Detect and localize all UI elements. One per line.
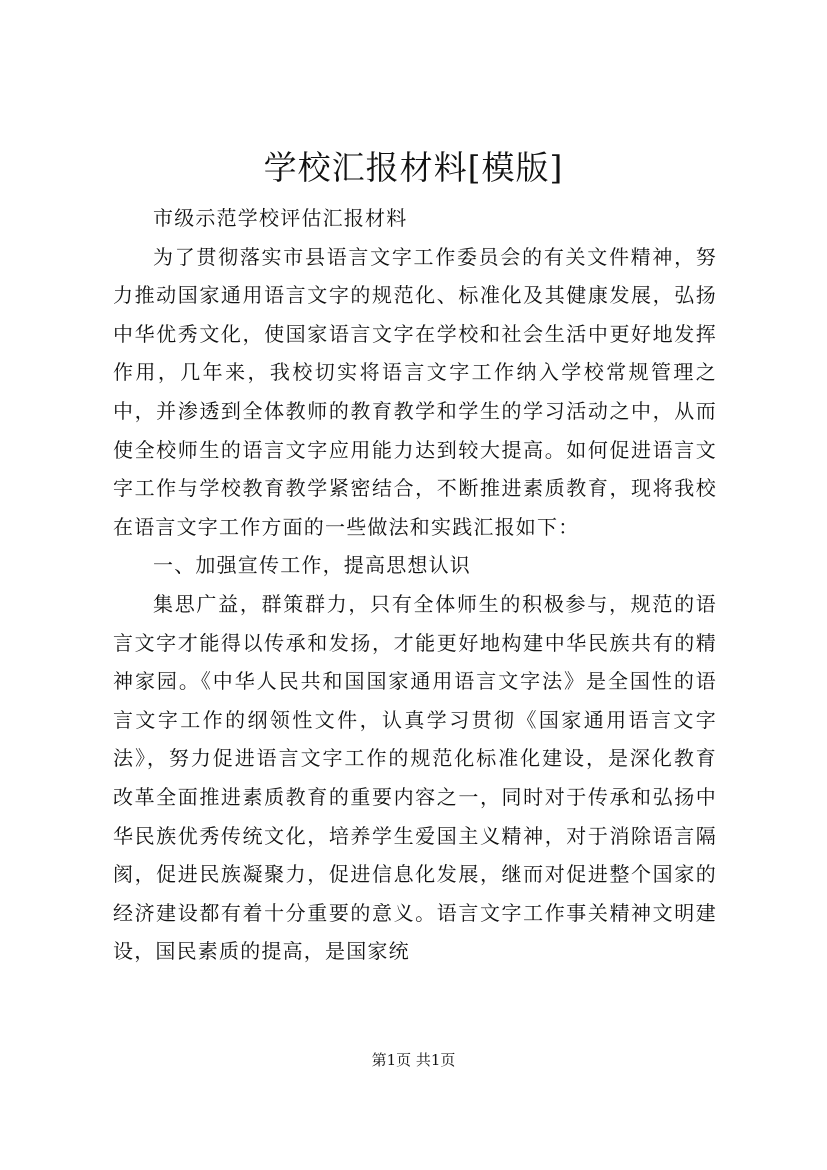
document-body [113,199,717,971]
document-title: 学校汇报材料[模版] [263,148,564,187]
section-heading-1: 一、加强宣传工作，提高思想认识 [153,553,471,578]
paragraph-section-1: 集思广益，群策群力，只有全体师生的积极参与，规范的语言文字才能得以传承和发扬，才能更好地构建中华民族共有的精神家园。《中华人民共和国国家通用语言文字法》是全国性的语言文字工作的纲领性文件，认真学习贯彻《国家通用语言文字法》，努力促进语言文字工作的规范化标准化建设，是深化教育改革全面推进素质教育的重要内容之一，同时对于传承和弘扬中华民族优秀传统文化，培养学生爱国主义精神，对于消除语言隔阂，促进民族凝聚力，促进信息化发展，继而对促进整个国家的经济建设都有着十分重要的意义。语言文字工作事关精神文明建设，国民素质的提高，是国家统 [113,591,717,964]
page-footer: 第1页 共1页 [371,1051,456,1069]
document-subtitle: 市级示范学校评估汇报材料 [153,206,408,230]
paragraph-intro: 为了贯彻落实市县语言文字工作委员会的有关文件精神，努力推动国家通用语言文字的规范化、标准化及其健康发展，弘扬中华优秀文化，使国家语言文字在学校和社会生活中更好地发挥作用，几年来，我校切实将语言文字工作纳入学校常规管理之中，并渗透到全体教师的教育教学和学生的学习活动之中，从而使全校师生的语言文字应用能力达到较大提高。如何促进语言文字工作与学校教育教学紧密结合，不断推进素质教育，现将我校在语言文字工作方面的一些做法和实践汇报如下： [113,244,717,539]
